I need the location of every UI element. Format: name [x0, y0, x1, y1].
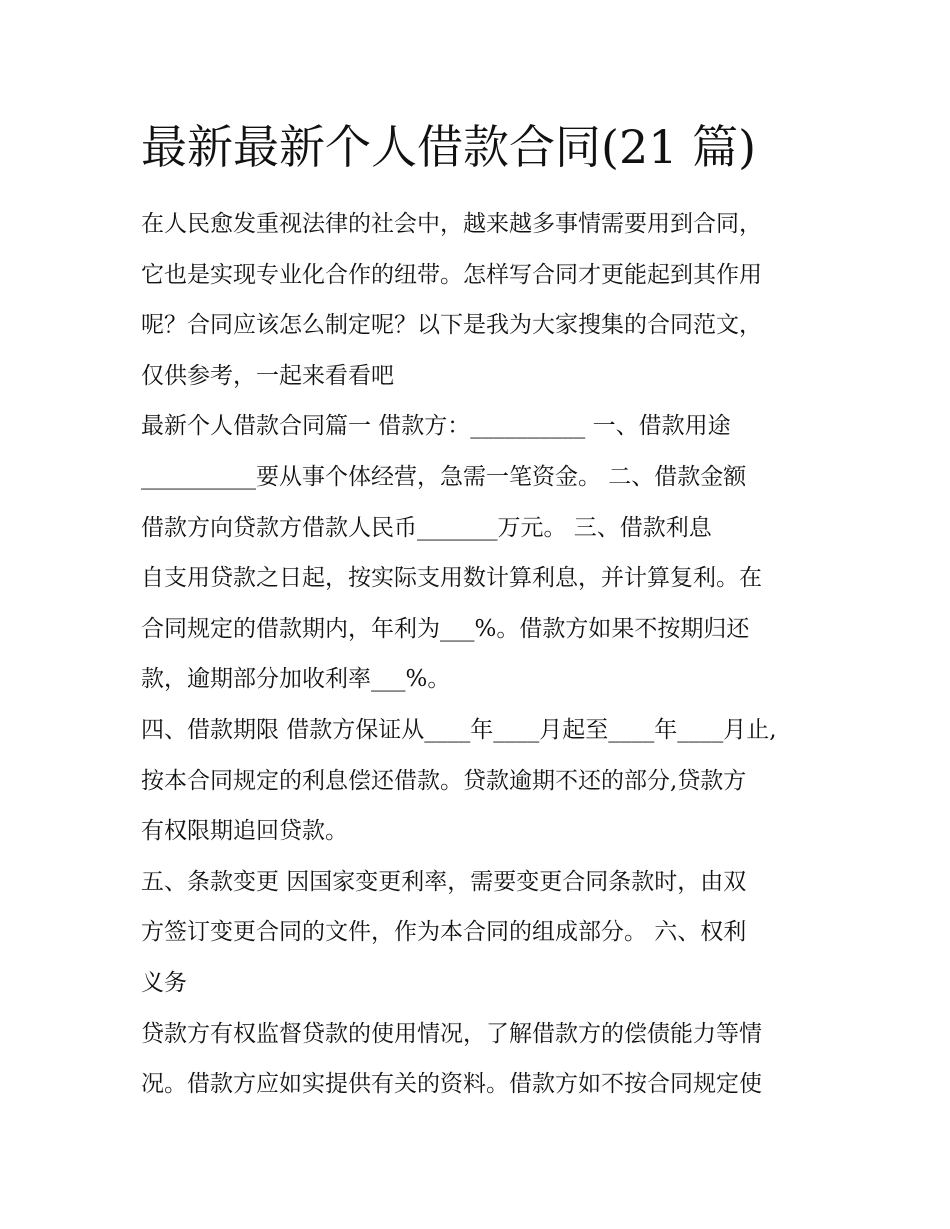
document-title: 最新最新个人借款合同(21 篇) [141, 120, 757, 174]
body-line: 仅供参考，一起来看看吧 [141, 362, 394, 389]
body-line: 方签订变更合同的文件，作为本合同的组成部分。 六、权利 [141, 919, 747, 946]
body-line: 自支用贷款之日起，按实际支用数计算利息，并计算复利。在 [141, 565, 762, 592]
body-line: 按本合同规定的利息偿还借款。贷款逾期不还的部分,贷款方 [141, 767, 747, 794]
body-line: 四、借款期限 借款方保证从____年____月起至____年____月止, [141, 716, 777, 743]
body-line: 况。借款方应如实提供有关的资料。借款方如不按合同规定使 [141, 1071, 762, 1098]
body-line: 款，逾期部分加收利率___%。 [141, 666, 451, 693]
body-line: 在人民愈发重视法律的社会中，越来越多事情需要用到合同， [141, 211, 762, 237]
body-line: 合同规定的借款期内，年利为___%。借款方如果不按期归还 [141, 615, 750, 642]
body-line: 借款方向贷款方借款人民币_______万元。 三、借款利息 [141, 514, 712, 541]
document-body [141, 199, 821, 1110]
body-line: 呢？合同应该怎么制定呢？以下是我为大家搜集的合同范文， [141, 312, 762, 339]
body-line: 有权限期追回贷款。 [141, 818, 348, 845]
body-line: 五、条款变更 因国家变更利率，需要变更合同条款时，由双 [141, 868, 747, 895]
body-line: 贷款方有权监督贷款的使用情况，了解借款方的偿债能力等情 [141, 1020, 762, 1047]
body-line: 它也是实现专业化合作的纽带。怎样写合同才更能起到其作用 [141, 261, 762, 288]
body-line: 义务 [141, 969, 187, 996]
body-line: __________要从事个体经营，急需一笔资金。 二、借款金额 [141, 463, 747, 490]
body-line: 最新个人借款合同篇一 借款方：__________ 一、借款用途 [141, 413, 731, 440]
